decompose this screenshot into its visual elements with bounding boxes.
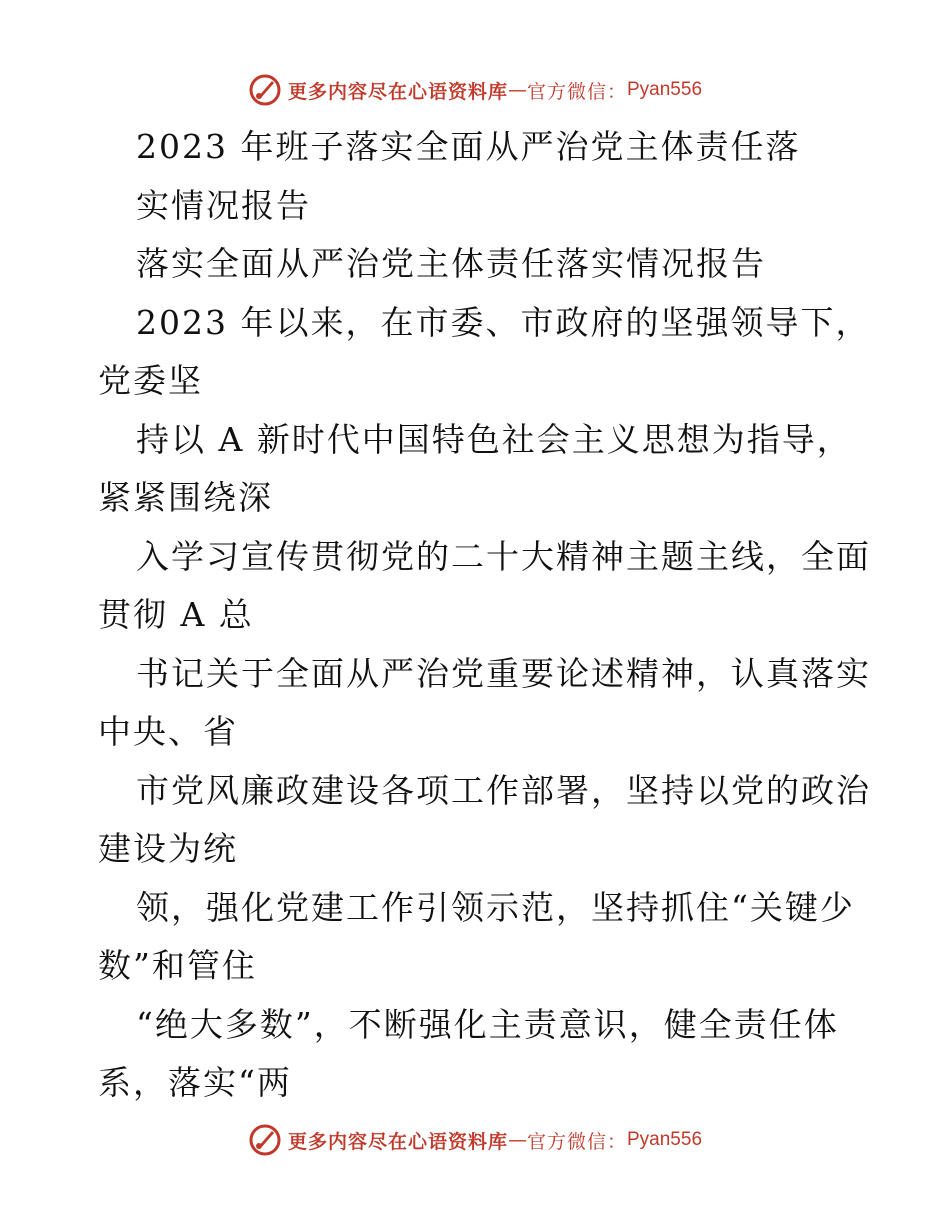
watermark-sub-text: 官方微信：: [526, 80, 627, 103]
text-line: 入学习宣传贯彻党的二十大精神主题主线，全面: [136, 536, 871, 576]
text-line: 书记关于全面从严治党重要论述精神，认真落实: [136, 653, 871, 693]
watermark-dash: —: [507, 79, 527, 101]
watermark-sub-text: 官方微信：: [526, 1130, 627, 1153]
text-line: 建设为统: [98, 829, 238, 868]
text-line: “绝大多数”，不断强化主责意识，健全责任体: [136, 1004, 839, 1044]
text-line: 中央、省: [98, 712, 238, 751]
text-line: 紧紧围绕深: [98, 478, 273, 517]
text-line: 市党风廉政建设各项工作部署，坚持以党的政治: [136, 770, 871, 810]
header-watermark: [0, 70, 950, 110]
logo-icon: [248, 73, 282, 107]
text-line: 持以 A 新时代中国特色社会主义思想为指导，: [136, 419, 852, 459]
text-line: 2023 年以来，在市委、市政府的坚强领导下，: [136, 302, 871, 342]
text-line: 领，强化党建工作引领示范，坚持抓住“关键少: [136, 887, 855, 927]
document-body: [98, 118, 871, 1113]
watermark-wechat-id: Pyan556: [627, 1129, 703, 1150]
text-line: 党委坚: [98, 361, 203, 400]
text-line: 实情况报告: [136, 185, 311, 225]
watermark-dash: —: [507, 1129, 527, 1151]
logo-icon: [248, 1123, 282, 1157]
text-line: 数”和管住: [98, 946, 257, 985]
text-line: 2023 年班子落实全面从严治党主体责任落: [136, 127, 801, 166]
watermark-wechat-id: Pyan556: [627, 79, 703, 100]
footer-watermark: [0, 1120, 950, 1160]
watermark-main-text: 更多内容尽在心语资料库: [287, 80, 508, 103]
watermark-main-text: 更多内容尽在心语资料库: [287, 1130, 508, 1153]
text-line: 系，落实“两: [98, 1063, 292, 1102]
text-line: 落实全面从严治党主体责任落实情况报告: [136, 244, 766, 283]
text-line: 贯彻 A 总: [98, 595, 254, 634]
